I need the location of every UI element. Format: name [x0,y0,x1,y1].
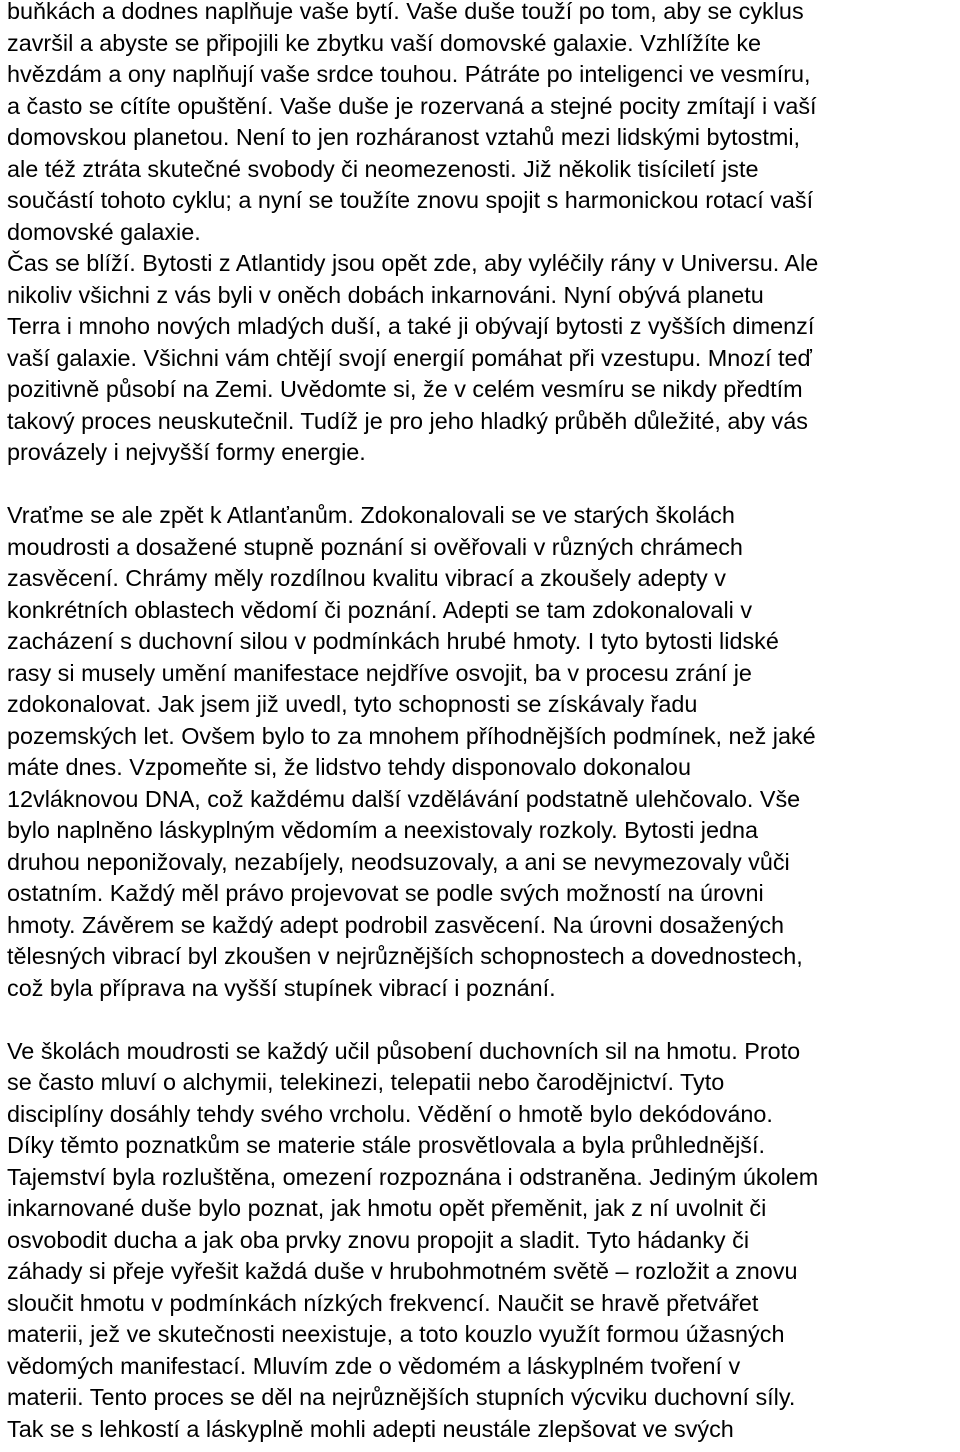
paragraph-3 [7,1036,957,1446]
text-line: hmoty. Závěrem se každý adept podrobil zasvěcení. Na úrovni dosažených [7,911,785,938]
text-line: nikoliv všichni z vás byli v oněch dobách inkarnováni. Nyní obývá planetu [7,281,764,308]
text-line: inkarnované duše bylo poznat, jak hmotu opět přeměnit, jak z ní uvolnit či [7,1195,767,1221]
text-line: sloučit hmotu v podmínkách nízkých frekvencí. Naučit se hravě přetvářet [7,1289,759,1316]
text-line: záhady si přeje vyřešit každá duše v hrubohmotném světě – rozložit a znovu [7,1258,798,1284]
text-line: a často se cítíte opuštění. Vaše duše je rozervaná a stejné pocity zmítají i vaší [7,92,817,119]
text-line: provázely i nejvyšší formy energie. [7,439,366,465]
text-line: hvězdám a ony naplňují vaše srdce touhou. Pátráte po inteligenci ve vesmíru, [7,61,811,87]
text-line: domovské galaxie. [7,218,201,245]
text-line: materii. Tento proces se děl na nejrůznějších stupních výcviku duchovní síly. [7,1384,796,1410]
text-line: bylo naplněno láskyplným vědomím a neexistovaly rozkoly. Bytosti jedna [7,817,759,843]
text-line: zasvěcení. Chrámy měly rozdílnou kvalitu vibrací a zkoušely adepty v [7,565,726,591]
text-line: se často mluví o alchymii, telekinezi, telepatii nebo čarodějnictví. Tyto [7,1069,725,1095]
text-line: vědomých manifestací. Mluvím zde o vědomém a láskyplném tvoření v [7,1352,741,1379]
text-line: což byla příprava na vyšší stupínek vibrací i poznání. [7,974,556,1001]
text-line: pozitivně působí na Zemi. Uvědomte si, že v celém vesmíru se nikdy předtím [7,376,803,402]
document-page [7,0,957,1445]
text-line: tělesných vibrací byl zkoušen v nejrůznějších schopnostech a dovednostech, [7,943,803,969]
text-line: 12vláknovou DNA, což každému další vzdělávání podstatně ulehčovalo. Vše [7,785,801,812]
paragraph-1 [7,0,957,469]
text-line: zdokonalovat. Jak jsem již uvedl, tyto schopnosti se získávaly řadu [7,691,698,717]
text-line: moudrosti a dosažené stupně poznání si ověřovali v různých chrámech [7,533,743,560]
text-line: rasy si musely umění manifestace nejdříve osvojit, ba v procesu zrání je [7,659,752,686]
text-line: Čas se blíží. Bytosti z Atlantidy jsou opět zde, aby vyléčily rány v Universu. Ale [7,250,819,276]
text-line: buňkách a dodnes naplňuje vaše bytí. Vaše duše touží po tom, aby se cyklus [7,0,804,24]
text-line: Tajemství byla rozluštěna, omezení rozpoznána i odstraněna. Jediným úkolem [7,1163,819,1190]
text-line: pozemských let. Ovšem bylo to za mnohem příhodnějších podmínek, než jaké [7,722,816,749]
text-line: zacházení s duchovní silou v podmínkách hrubé hmoty. I tyto bytosti lidské [7,628,779,654]
text-line: Tak se s lehkostí a láskyplně mohli adepti neustále zlepšovat ve svých [7,1415,734,1442]
text-line: druhou neponižovaly, nezabíjely, neodsuzovaly, a ani se nevymezovaly vůči [7,848,790,875]
text-line: Díky těmto poznatkům se materie stále prosvětlovala a byla průhlednější. [7,1132,765,1158]
text-line: materii, jež ve skutečnosti neexistuje, a toto kouzlo využít formou úžasných [7,1321,785,1347]
text-line: takový proces neuskutečnil. Tudíž je pro jeho hladký průběh důležité, aby vás [7,407,808,434]
paragraph-gap [7,469,957,501]
paragraph-gap [7,1004,957,1036]
text-line: součástí tohoto cyklu; a nyní se toužíte znovu spojit s harmonickou rotací vaší [7,187,814,213]
text-line: završil a abyste se připojili ke zbytku vaší domovské galaxie. Vzhlížíte ke [7,29,762,56]
text-line: domovskou planetou. Není to jen rozháranost vztahů mezi lidskými bytostmi, [7,124,801,150]
text-line: ostatním. Každý měl právo projevovat se podle svých možností na úrovni [7,880,764,906]
text-line: osvobodit ducha a jak oba prvky znovu propojit a sladit. Tyto hádanky či [7,1226,750,1253]
text-line: Ve školách moudrosti se každý učil působení duchovních sil na hmotu. Proto [7,1037,801,1064]
text-line: konkrétních oblastech vědomí či poznání. Adepti se tam zdokonalovali v [7,596,753,623]
text-line: ale též ztráta skutečné svobody či neomezenosti. Již několik tisíciletí jste [7,155,759,182]
text-line: Terra i mnoho nových mladých duší, a také ji obývají bytosti z vyšších dimenzí [7,313,815,339]
text-line: disciplíny dosáhly tehdy svého vrcholu. Vědění o hmotě bylo dekódováno. [7,1100,773,1127]
paragraph-2 [7,500,957,1004]
text-line: Vraťme se ale zpět k Atlanťanům. Zdokonalovali se ve starých školách [7,502,735,528]
text-line: vaší galaxie. Všichni vám chtějí svojí energií pomáhat při vzestupu. Mnozí teď [7,344,812,371]
text-line: máte dnes. Vzpomeňte si, že lidstvo tehdy disponovalo dokonalou [7,754,691,780]
